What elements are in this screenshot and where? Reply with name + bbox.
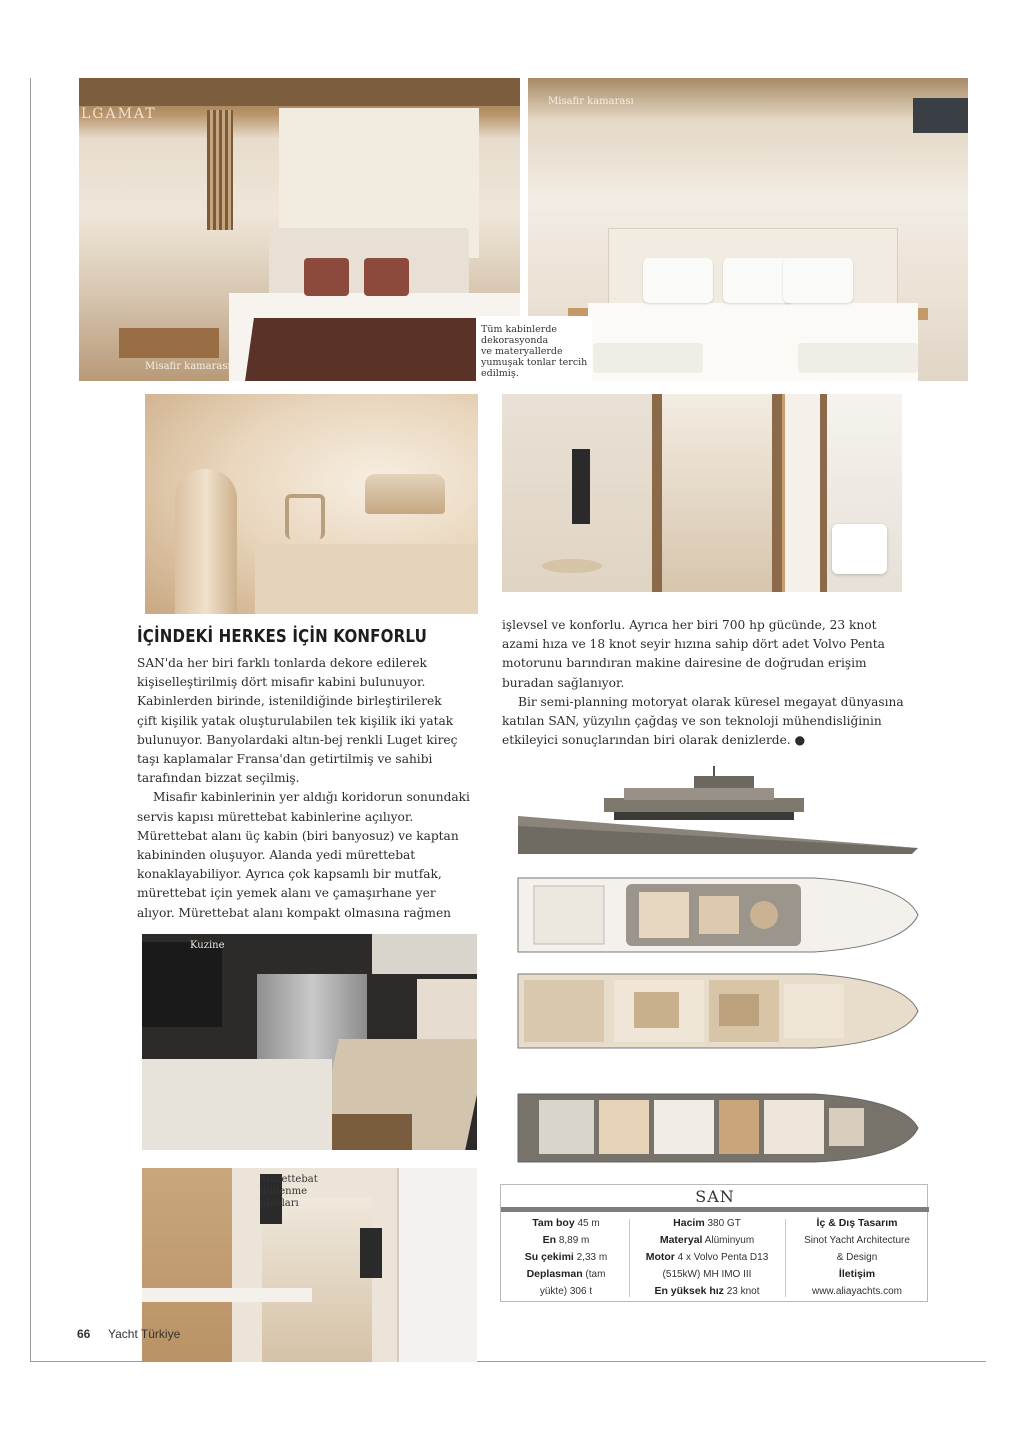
page-number: 66	[77, 1327, 91, 1341]
photo-caption: Misafir kamarası	[548, 96, 634, 107]
spec-label: Su çekimi	[524, 1251, 574, 1263]
body-line: servis kapısı mürettebat kabinlerine açılıyor.	[137, 809, 414, 824]
photo-note-line: Tüm kabinlerde	[481, 324, 558, 335]
spec-value: 8,89 m	[558, 1235, 590, 1246]
spec-label: En yüksek hız	[654, 1285, 724, 1297]
photo-note-line: dekorasyonda	[481, 335, 549, 346]
article-heading: İÇİNDEKİ HERKES İÇİN KONFORLU	[137, 627, 427, 647]
guest-cabin-photo-left	[79, 78, 520, 381]
spec-label: Deplasman	[526, 1268, 583, 1280]
body-line: Misafir kabinlerinin yer aldığı koridorun sonundaki	[153, 790, 470, 805]
body-line: işlevsel ve konforlu. Ayrıca her biri 700 hp gücünde, 23 knot	[502, 618, 877, 632]
spec-label: En	[542, 1234, 557, 1246]
photo-note-line: yumuşak tonlar tercih	[481, 357, 588, 368]
photo-caption-line: alanları	[260, 1198, 299, 1209]
spec-value: yükte) 306 t	[539, 1286, 593, 1297]
bathroom-photo	[145, 394, 478, 614]
spec-value: (tam	[585, 1269, 606, 1280]
spec-value: (515kW) MH IMO III	[662, 1269, 752, 1280]
spec-value: 4 x Volvo Penta D13	[677, 1252, 769, 1263]
body-line: taşı kaplamalar Fransa'dan getirtilmiş ve sahibi	[137, 752, 433, 767]
spec-box	[500, 1184, 928, 1302]
spec-separator	[785, 1219, 786, 1297]
left-margin-rule	[30, 78, 31, 1362]
main-deck-plan-drawing	[514, 970, 924, 1052]
body-line: katılan SAN, yüzyılın çağdaş ve son teknoloji mühendisliğinin	[502, 714, 882, 729]
spec-value: www.aliayachts.com	[811, 1286, 903, 1297]
spec-label: Motor	[645, 1251, 675, 1263]
guest-cabin-photo-right	[528, 78, 968, 381]
body-line: kişiselleştirilmiş dört misafir kabini bulunuyor.	[137, 675, 426, 690]
photo-note-line: ve materyallerde	[481, 346, 563, 357]
body-line: azami hıza ve 18 knot seyir hızına sahip dört adet Volvo Penta	[502, 637, 885, 652]
lower-deck-plan-drawing	[514, 1090, 924, 1166]
photo-caption: Kuzine	[190, 940, 225, 951]
photo-caption-line: Mürettebat dinlenme	[260, 1174, 318, 1197]
spec-label: Hacim	[673, 1217, 705, 1229]
body-line: Kabinlerden birinde, istenildiğinde birleştirilerek	[137, 694, 442, 709]
corridor-photo	[502, 394, 902, 592]
article-body-right	[502, 616, 904, 750]
sun-deck-plan-drawing	[514, 874, 924, 956]
body-line: kabininden oluşuyor. Alanda yedi mürettebat	[137, 848, 416, 863]
body-line: konaklayabiliyor. Ayrıca çok kapsamlı bir mutfak,	[137, 867, 442, 882]
body-line: buradan sağlanıyor.	[502, 675, 625, 690]
body-line: Bir semi-planning motoryat olarak küresel megayat dünyasına	[518, 694, 904, 709]
spec-label: Tam boy	[532, 1217, 575, 1229]
body-line: SAN'da her biri farklı tonlarda dekore edilerek	[137, 656, 427, 670]
spec-value: 23 knot	[726, 1286, 760, 1297]
article-body-left	[137, 654, 470, 923]
body-line: etkileyici sonuçlarından biri olarak denizlerde. ●	[502, 733, 806, 748]
publication-name: Yacht Türkiye	[108, 1327, 181, 1341]
galley-photo	[142, 934, 477, 1150]
spec-value: Alüminyum	[704, 1235, 755, 1246]
spec-label: Materyal	[659, 1234, 703, 1246]
spec-separator	[629, 1219, 630, 1297]
spec-column-build	[633, 1215, 781, 1300]
body-line: bulunuyor. Banyolardaki altın-bej renkli Luget kireç	[137, 732, 458, 747]
section-label: LGAMAT	[81, 106, 157, 122]
spec-title-bar	[501, 1207, 929, 1212]
body-line: motorunu barındıran makine dairesine de doğrudan erişim	[502, 656, 867, 671]
crew-area-photo	[142, 1168, 477, 1362]
body-line: alıyor. Mürettebat alanı kompakt olmasına rağmen	[137, 905, 451, 920]
photo-caption: Misafir kamarası	[145, 361, 231, 372]
spec-value: 45 m	[577, 1218, 600, 1229]
body-line: mürettebat için yemek alanı ve çamaşırhane yer	[137, 886, 436, 901]
spec-label: İç & Dış Tasarım	[816, 1217, 898, 1229]
photo-note-line: edilmiş.	[481, 368, 519, 379]
photo-caption	[260, 1174, 318, 1224]
spec-value: Sinot Yacht Architecture	[804, 1235, 910, 1246]
photo-note	[476, 316, 592, 384]
body-line: Mürettebat alanı üç kabin (biri banyosuz) ve kaptan	[137, 828, 459, 843]
spec-value: & Design	[836, 1252, 878, 1263]
spec-label: İletişim	[838, 1268, 876, 1280]
yacht-profile-drawing	[514, 766, 924, 862]
spec-title: SAN	[695, 1187, 735, 1206]
body-line: çift kişilik yatak oluşturulabilen tek kişilik iki yatak	[137, 713, 454, 728]
body-line: tarafından bizzat seçilmiş.	[137, 771, 300, 786]
spec-value: 380 GT	[707, 1218, 741, 1229]
spec-column-design	[789, 1215, 925, 1300]
spec-value: 2,33 m	[576, 1252, 608, 1263]
spec-column-dimensions	[507, 1215, 625, 1300]
